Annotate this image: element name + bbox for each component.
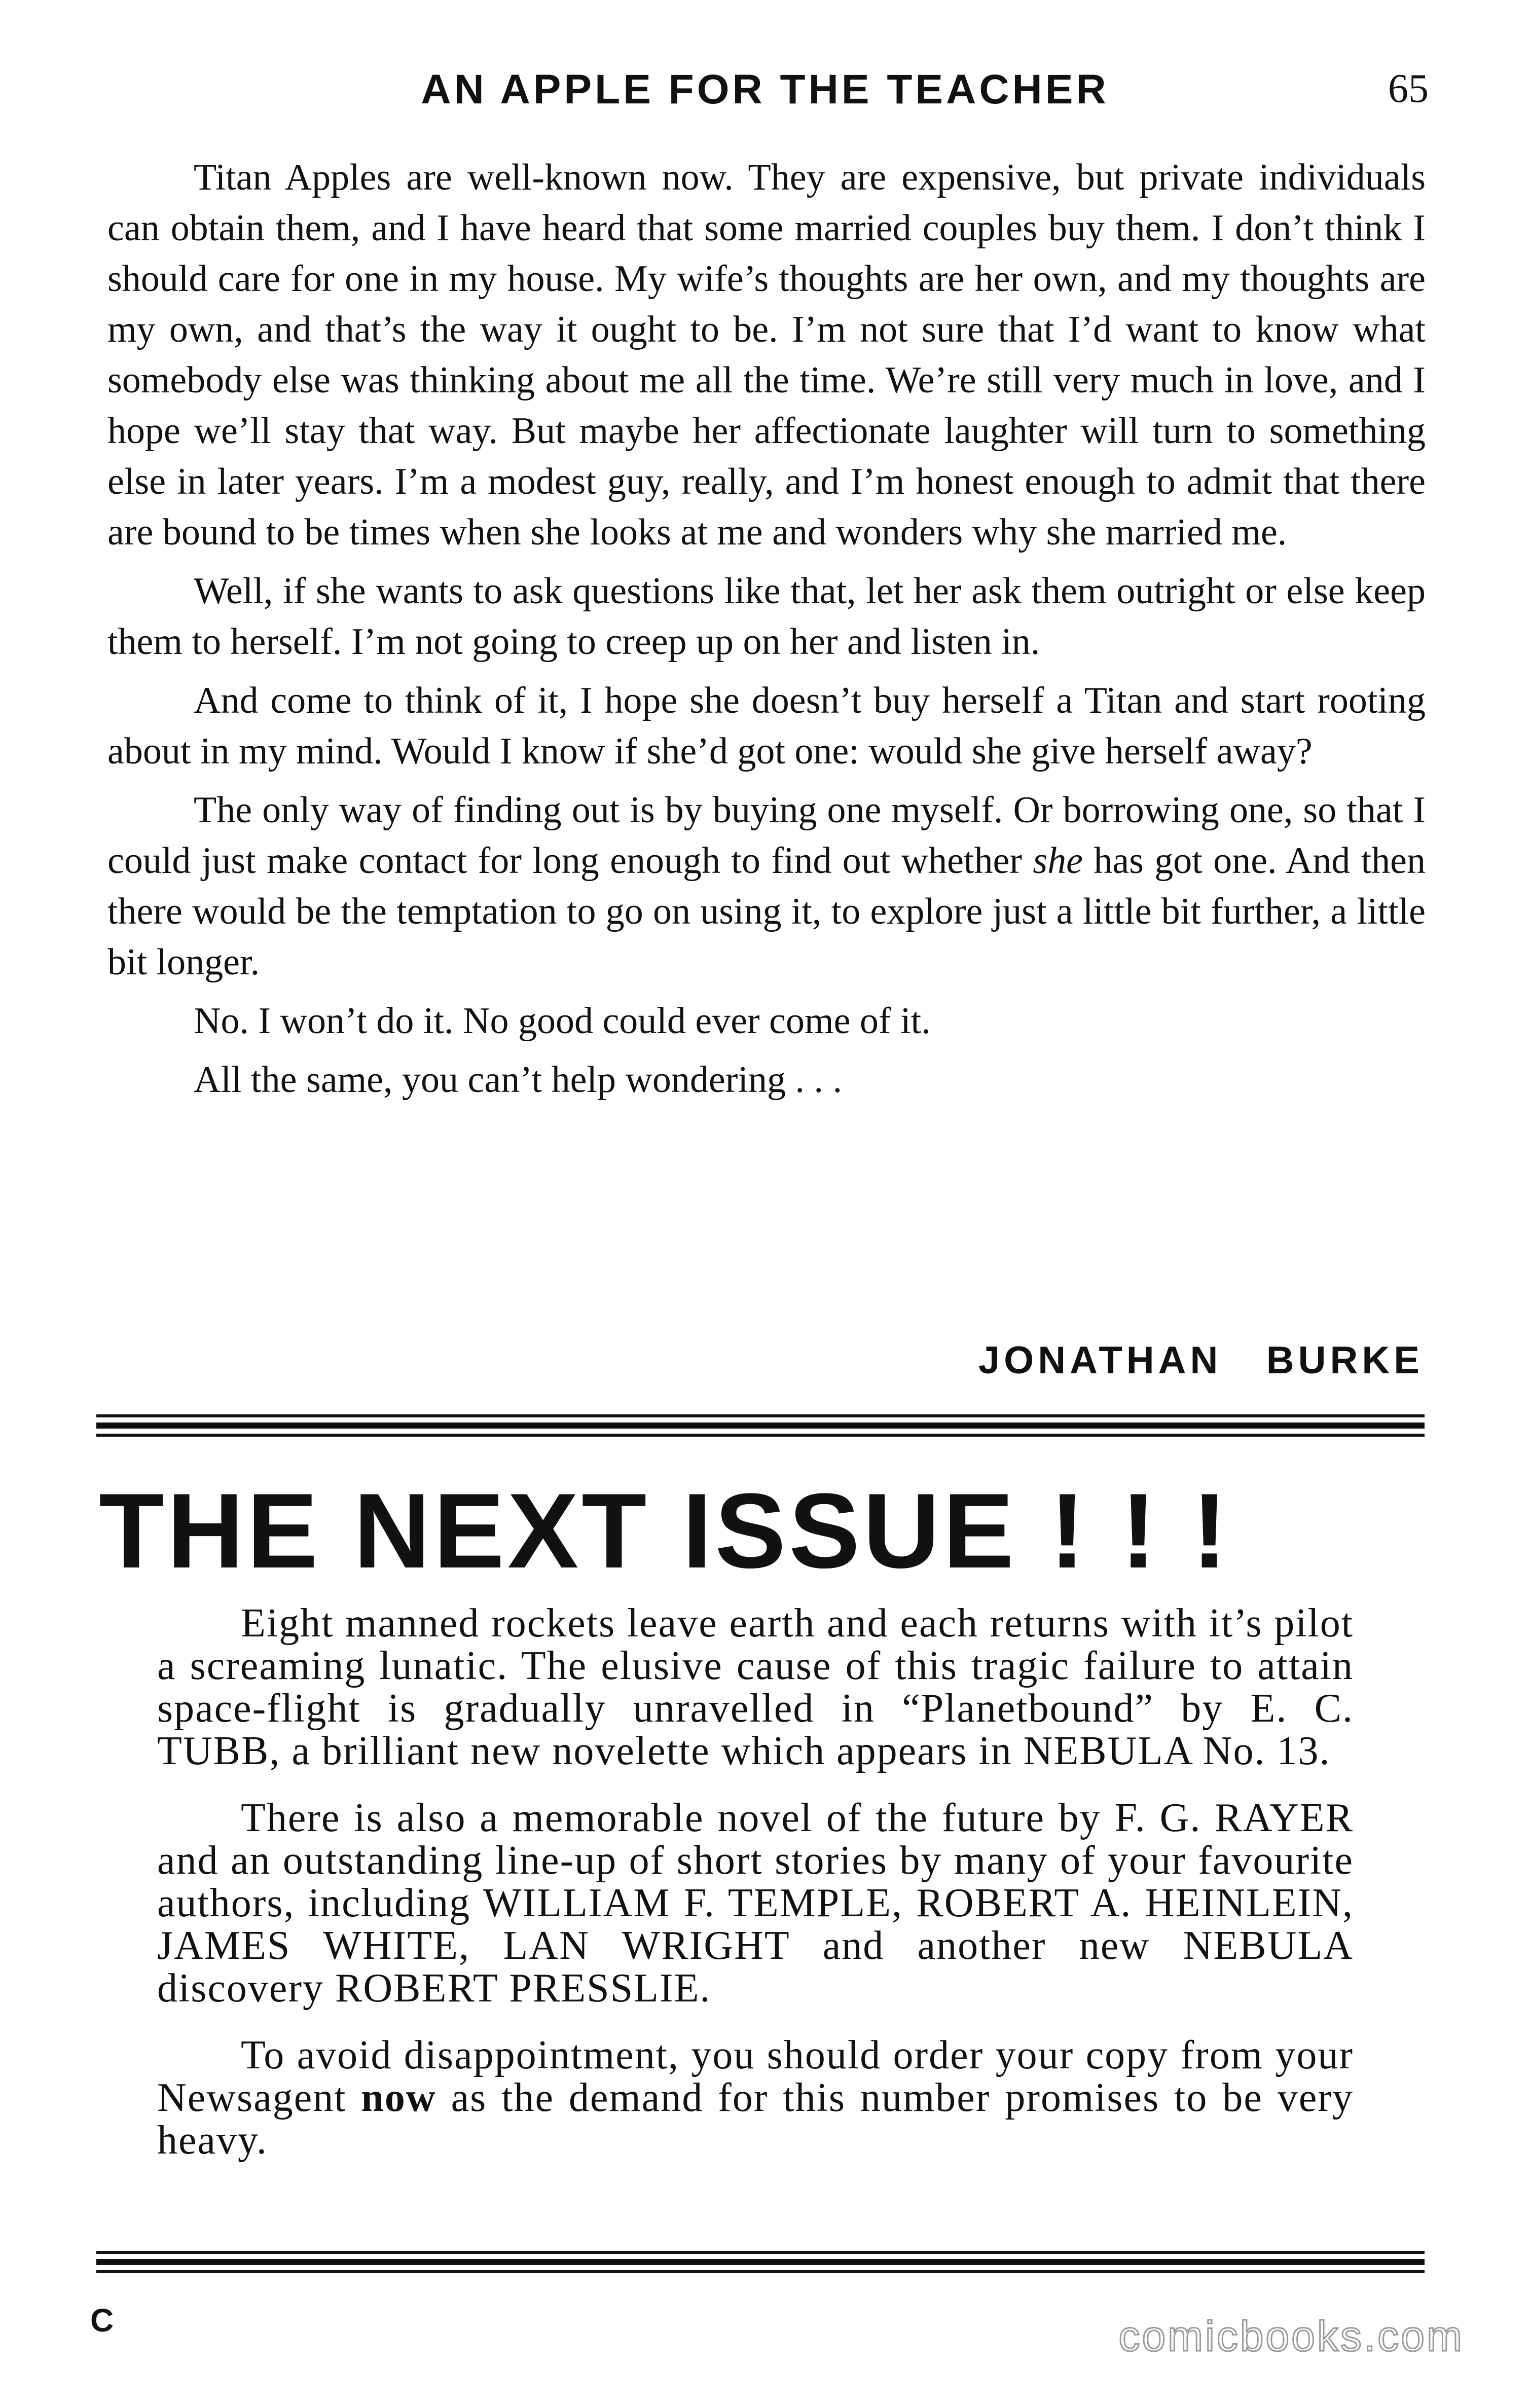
page-header [0, 61, 1530, 127]
advert-text-run: To avoid disappointment, you should order your copy from your Newsagent [157, 2033, 1354, 2120]
story-paragraph [107, 996, 1426, 1046]
running-title: AN APPLE FOR THE TEACHER [421, 66, 1109, 113]
divider-bottom [96, 2251, 1425, 2278]
story-text-run: The only way of finding out is by buying one myself. Or borrowing one, so that I could just make contact for long enough to find out whether [107, 789, 1426, 882]
signature-mark: C [90, 2302, 114, 2339]
divider-top [96, 1414, 1425, 1442]
story-text-run: Well, if she wants to ask questions like that, let her ask them outright or else keep them to herself. I’m not going to creep up on her and listen in. [107, 570, 1426, 663]
rule-line [96, 1414, 1425, 1417]
rule-line [96, 2270, 1425, 2273]
story-paragraph [107, 152, 1426, 558]
story-paragraph [107, 785, 1426, 988]
page-number: 65 [1388, 66, 1429, 111]
story-emphasis: she [1033, 840, 1083, 882]
advert-emphasis: now [361, 2075, 436, 2120]
advert-paragraph: There is also a memorable novel of the future by F. G. RAYER and an outstanding line-up of short stories by many of your favourite authors, including WILLIAM F. TEMPLE, ROBERT A. HEINLEIN, JAMES WHITE, LAN WRIGHT and another new NEBULA discovery ROBERT PRESSLIE. [157, 1796, 1354, 2011]
rule-line [96, 1422, 1425, 1429]
rule-line [96, 2259, 1425, 2265]
story-text-run: All the same, you can’t help wondering . . . [194, 1059, 842, 1101]
story-text-run: And come to think of it, I hope she doesn’t buy herself a Titan and start rooting about in my mind. Would I know if she’d got one: would she give herself away? [107, 680, 1426, 772]
story-paragraph [107, 675, 1426, 777]
author-byline: JONATHAN BURKE [978, 1339, 1424, 1382]
advert-paragraph: Eight manned rockets leave earth and each returns with it’s pilot a screaming lunatic. The elusive cause of this tragic failure to attain space-flight is gradually unravelled in “Planetbound” by E. C. TUBB, a brilliant new novelette which appears in NEBULA No. 13. [157, 1601, 1354, 1773]
watermark: comicbooks.com [1118, 2312, 1464, 2360]
advert-text-run: as the demand for this number promises to be very heavy. [157, 2075, 1354, 2163]
story-text-run: has got one. And then there would be the temptation to go on using it, to explore just a little bit further, a little bit longer. [107, 840, 1426, 983]
advert-paragraph [157, 2034, 1354, 2162]
story-paragraph [107, 566, 1426, 667]
story-text-run: No. I won’t do it. No good could ever come of it. [194, 1000, 931, 1042]
rule-line [96, 2251, 1425, 2254]
rule-line [96, 1434, 1425, 1437]
advert-body [157, 1602, 1354, 2186]
story-text [107, 152, 1426, 1113]
story-paragraph [107, 1054, 1426, 1105]
story-text-run: Titan Apples are well-known now. They are expensive, but private individuals can obtain them, and I have heard that some married couples buy them. I don’t think I should care for one in my house. My wife’s thoughts are her own, and my thoughts are my own, and that’s the way it ought to be. I’m not sure that I’d want to know what somebody else was thinking about me all the time. We’re still very much in love, and I hope we’ll stay that way. But maybe her affectionate laughter will turn to something else in later years. I’m a modest guy, really, and I’m honest enough to admit that there are bound to be times when she looks at me and wonders why she married me. [107, 157, 1426, 553]
advert-title: THE NEXT ISSUE ! ! ! [99, 1471, 1230, 1590]
